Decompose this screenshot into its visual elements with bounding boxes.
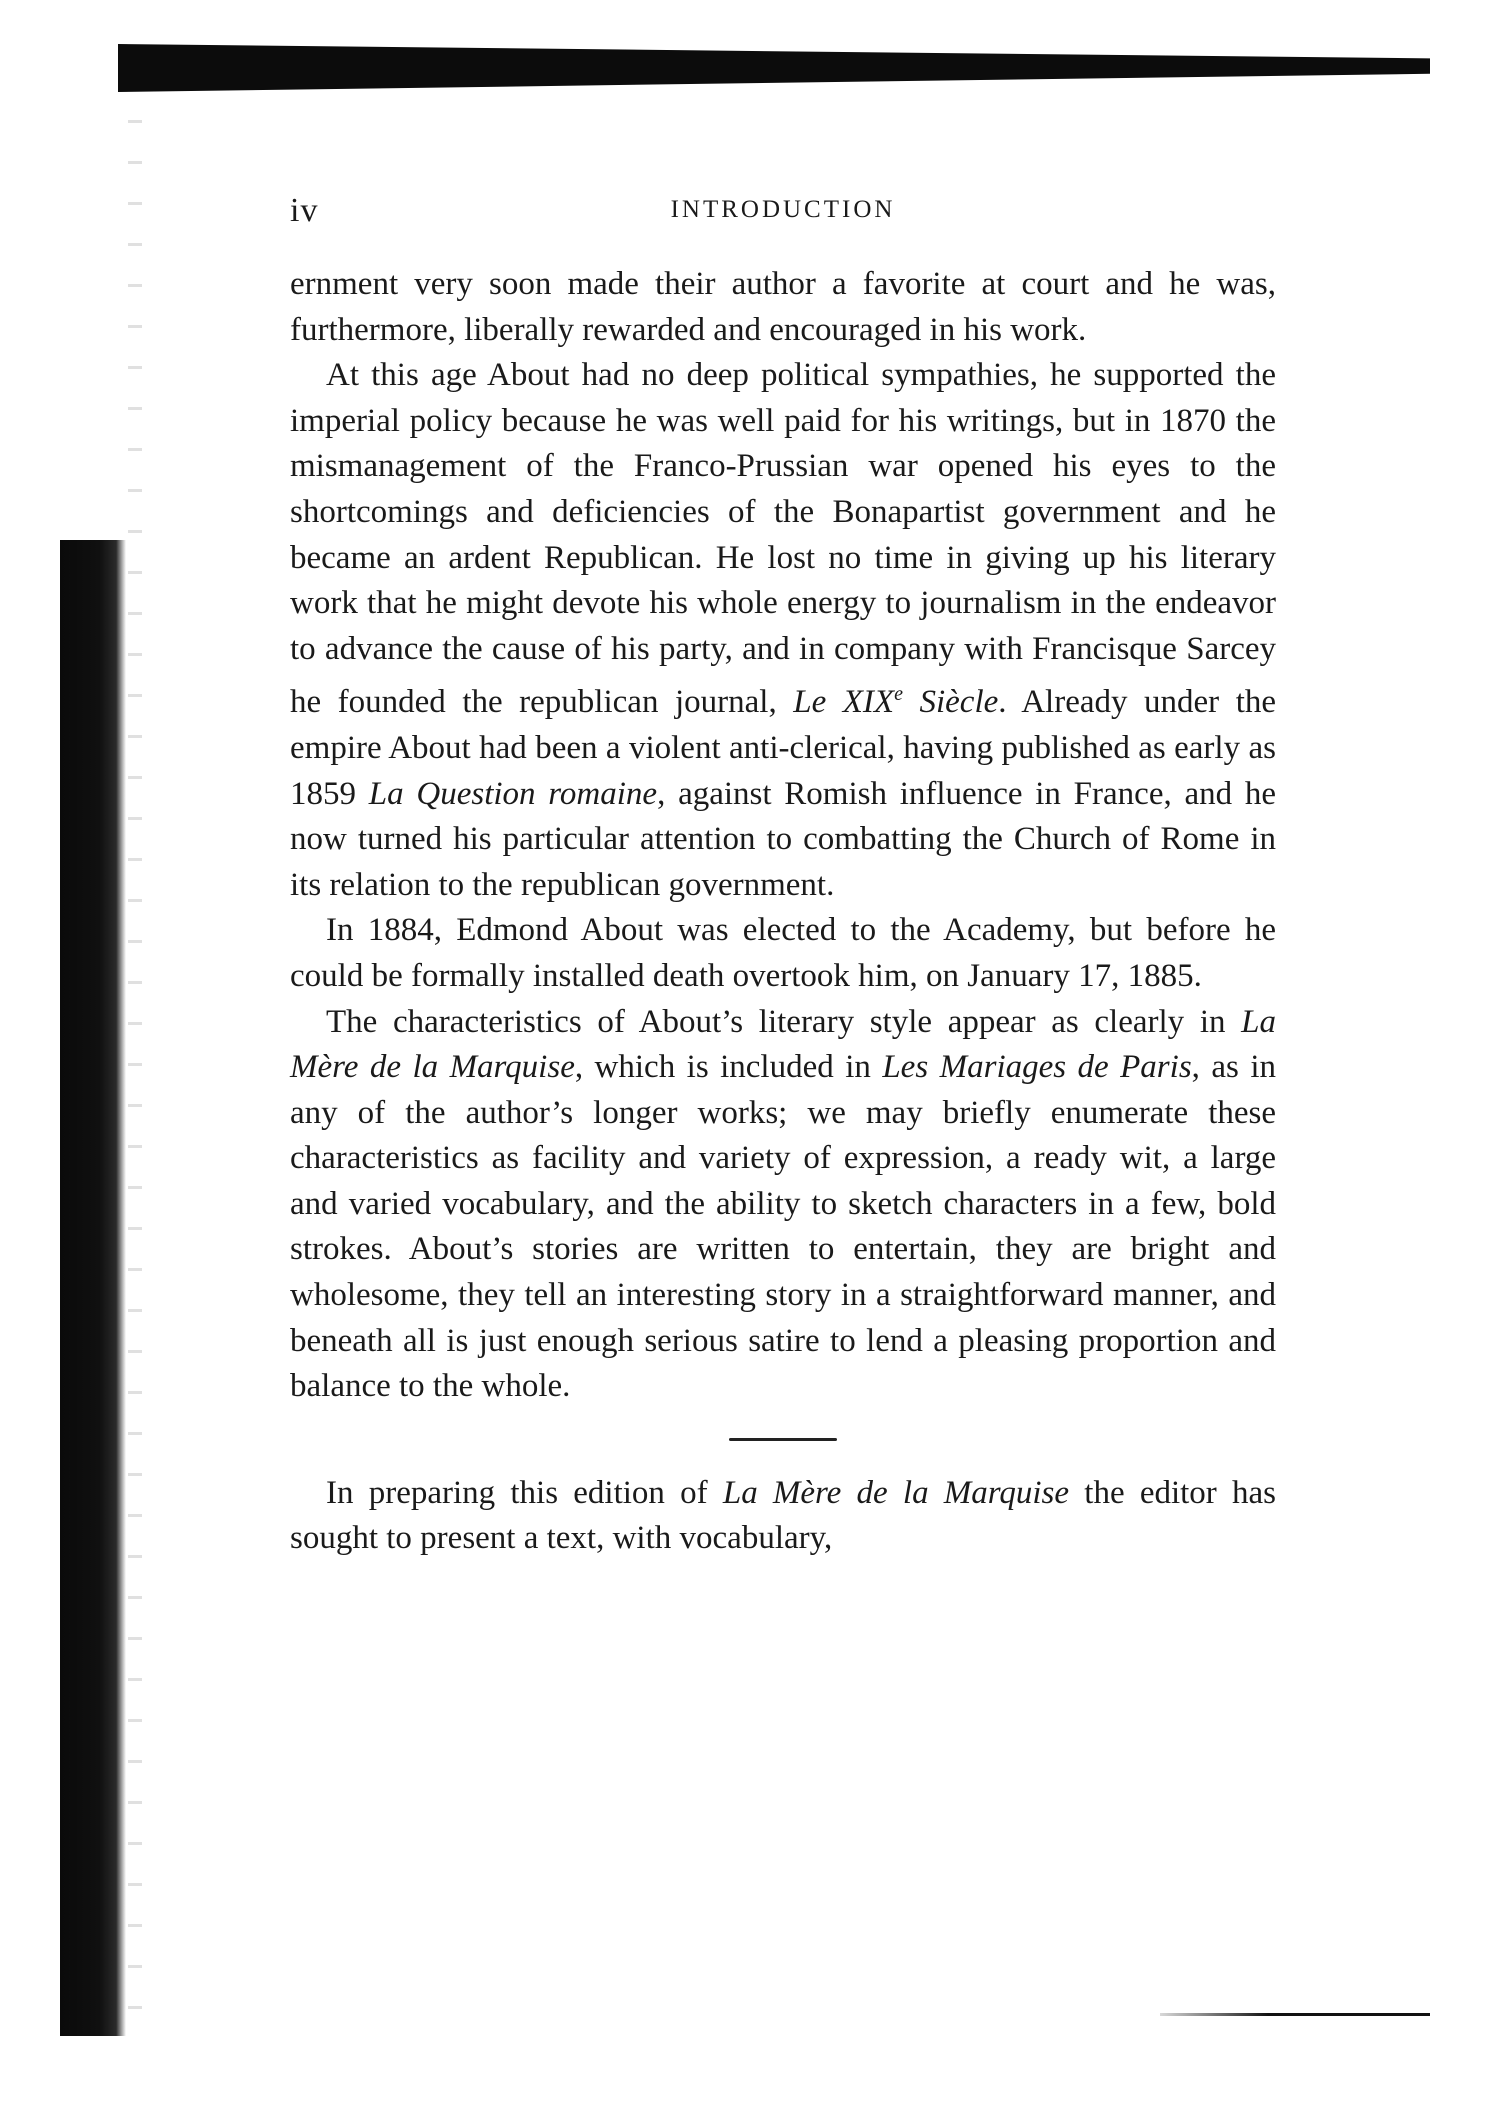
scan-specks: [128, 120, 142, 2020]
paragraph-5: [290, 1471, 1276, 1562]
paragraph-1-text: ernment very soon made their author a favorite at court and he was, furthermore, liberally rewarded and encouraged in his work.: [290, 266, 1276, 348]
paragraph-1: [290, 262, 1276, 353]
journal-title: [793, 684, 998, 720]
paragraph-2: [290, 353, 1276, 908]
book-title-2: Les Mariages de Paris: [882, 1049, 1192, 1086]
paragraph-5-text-a: In preparing this edition of: [326, 1474, 723, 1511]
paragraph-3: [290, 908, 1276, 999]
paragraph-3-text: In 1884, Edmond About was elected to the Academy, but before he could be formally installed death overtook him, on January 17, 1885.: [290, 912, 1276, 994]
paragraph-2-text-a: At this age About had no deep political sympathies, he supported the imperial policy because he was well paid for his writings, but in 1870 the mismanagement of the Franco-Prussian war opened his eyes to the shortcomings and deficiencies of the Bonapartist government and he became an ardent Republican. He lost no time in giving up his literary work that he might devote his whole energy to journalism in the endeavor to advance the cause of his party, and in company with Francisque Sarcey he founded the republican journal,: [290, 357, 1276, 721]
book-title-1: La Mère de la Marquise: [290, 1003, 1276, 1086]
work-title: La Question romaine: [368, 775, 658, 812]
paragraph-5-text-b: the editor has sought to present a text, with vocabulary,: [290, 1474, 1276, 1557]
paragraph-4-text-b: , which is included in: [574, 1049, 883, 1086]
body-text: [290, 262, 1276, 1562]
paragraph-4-text-c: , as in any of the author’s longer works; we may briefly enumerate these characteristics as facility and variety of expression, a ready wit, a large and varied vocabulary, and the ability to sketch characters in a few, bold strokes. About’s stories are written to entertain, they are bright and wholesome, they tell an interesting story in a straightforward manner, and beneath all is just enough serious satire to lend a pleasing proportion and balance to the whole.: [290, 1049, 1276, 1405]
journal-title-part-2: Siècle: [902, 684, 999, 721]
running-head: [290, 192, 1276, 232]
paragraph-2-text-b: . Already under the empire About had been a violent anti-clerical, having published as early as 1859: [290, 684, 1277, 812]
scan-bottom-mark: [1160, 2013, 1430, 2016]
page-number: iv: [290, 192, 319, 229]
paragraph-2-text-c: , against Romish influence in France, and he now turned his particular attention to combatting the Church of Rome in its relation to the republican government.: [290, 775, 1277, 903]
scan-left-edge: [60, 540, 126, 2036]
running-title: INTRODUCTION: [670, 196, 896, 223]
journal-title-part-1: Le XIX: [793, 684, 895, 721]
journal-title-superscript: e: [894, 683, 903, 706]
section-divider: [729, 1438, 837, 1441]
paragraph-4-text-a: The characteristics of About’s literary style appear as clearly in: [326, 1003, 1242, 1040]
scan-top-border: [118, 44, 1430, 92]
paragraph-4: [290, 1000, 1276, 1410]
book-title-3: La Mère de la Marquise: [722, 1474, 1070, 1511]
